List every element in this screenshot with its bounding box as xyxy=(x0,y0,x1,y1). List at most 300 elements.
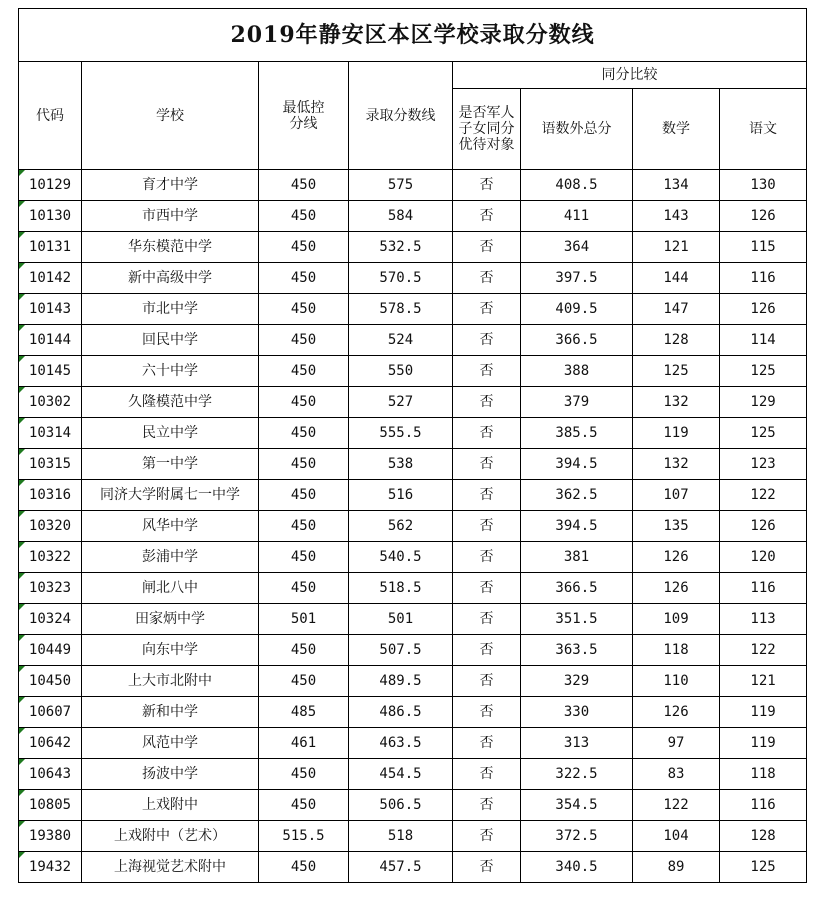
cell-code[interactable] xyxy=(19,573,82,604)
cell-code[interactable] xyxy=(19,542,82,573)
cell-admit-line[interactable] xyxy=(349,635,453,666)
cell-math[interactable] xyxy=(633,790,720,821)
cell-chinese-value: 115 xyxy=(750,239,776,255)
number-as-text-marker-icon xyxy=(19,418,25,424)
cell-military[interactable] xyxy=(453,294,521,325)
cell-chinese[interactable] xyxy=(720,356,807,387)
cell-math[interactable] xyxy=(633,263,720,294)
cell-code[interactable] xyxy=(19,201,82,232)
cell-military[interactable] xyxy=(453,821,521,852)
cell-chinese[interactable] xyxy=(720,418,807,449)
cell-military-value: 否 xyxy=(479,239,494,255)
cell-military[interactable] xyxy=(453,232,521,263)
cell-school-value: 上戏附中 xyxy=(142,797,198,813)
cell-military[interactable] xyxy=(453,759,521,790)
cell-total-value: 394.5 xyxy=(555,518,598,534)
cell-code[interactable] xyxy=(19,170,82,201)
table-row xyxy=(19,232,807,263)
cell-min-line-value: 450 xyxy=(290,580,317,596)
cell-chinese[interactable] xyxy=(720,759,807,790)
cell-school[interactable] xyxy=(82,759,259,790)
cell-min-line[interactable] xyxy=(259,728,349,759)
cell-chinese-value: 125 xyxy=(750,425,776,441)
cell-code[interactable] xyxy=(19,790,82,821)
cell-total-value: 372.5 xyxy=(555,828,598,844)
cell-military[interactable] xyxy=(453,356,521,387)
cell-admit-line[interactable] xyxy=(349,232,453,263)
cell-chinese[interactable] xyxy=(720,790,807,821)
cell-chinese-value: 120 xyxy=(750,549,776,565)
cell-chinese-value: 118 xyxy=(750,766,776,782)
cell-math[interactable] xyxy=(633,449,720,480)
cell-chinese-value: 119 xyxy=(750,704,776,720)
cell-code-value: 19380 xyxy=(28,828,72,844)
cell-math-value: 109 xyxy=(663,611,689,627)
cell-total[interactable] xyxy=(521,790,633,821)
cell-total-value: 362.5 xyxy=(555,487,598,503)
cell-math[interactable] xyxy=(633,294,720,325)
cell-code[interactable] xyxy=(19,294,82,325)
number-as-text-marker-icon xyxy=(19,635,25,641)
cell-school[interactable] xyxy=(82,852,259,883)
cell-chinese[interactable] xyxy=(720,387,807,418)
cell-admit-line-value: 507.5 xyxy=(379,642,422,658)
cell-military-value: 否 xyxy=(479,301,494,317)
cell-school[interactable] xyxy=(82,604,259,635)
cell-chinese[interactable] xyxy=(720,511,807,542)
cell-school-value: 民立中学 xyxy=(142,425,198,441)
cell-min-line[interactable] xyxy=(259,418,349,449)
cell-admit-line[interactable] xyxy=(349,480,453,511)
cell-military-value: 否 xyxy=(479,518,494,534)
number-as-text-marker-icon xyxy=(19,449,25,455)
cell-math-value: 118 xyxy=(663,642,689,658)
cell-code[interactable] xyxy=(19,325,82,356)
cell-military[interactable] xyxy=(453,387,521,418)
cell-military[interactable] xyxy=(453,201,521,232)
cell-min-line-value: 450 xyxy=(290,239,317,255)
cell-min-line[interactable] xyxy=(259,511,349,542)
table-body xyxy=(19,170,807,883)
cell-chinese[interactable] xyxy=(720,697,807,728)
cell-min-line[interactable] xyxy=(259,542,349,573)
cell-chinese-value: 114 xyxy=(750,332,776,348)
cell-min-line-value: 450 xyxy=(290,456,317,472)
cell-total[interactable] xyxy=(521,759,633,790)
cell-admit-line-value: 532.5 xyxy=(379,239,422,255)
cell-min-line[interactable] xyxy=(259,387,349,418)
cell-chinese-value: 123 xyxy=(750,456,776,472)
cell-min-line-value: 485 xyxy=(290,704,317,720)
cell-school[interactable] xyxy=(82,728,259,759)
cell-math[interactable] xyxy=(633,387,720,418)
cell-min-line[interactable] xyxy=(259,325,349,356)
cell-admit-line[interactable] xyxy=(349,852,453,883)
cell-total[interactable] xyxy=(521,728,633,759)
cell-total[interactable] xyxy=(521,418,633,449)
number-as-text-marker-icon xyxy=(19,356,25,362)
header-chinese: 语文 xyxy=(720,89,807,170)
cell-school[interactable] xyxy=(82,666,259,697)
cell-code-value: 10324 xyxy=(28,611,72,627)
cell-code[interactable] xyxy=(19,697,82,728)
cell-military-value: 否 xyxy=(479,394,494,410)
table-row xyxy=(19,697,807,728)
cell-total[interactable] xyxy=(521,821,633,852)
header-group-compare: 同分比较 xyxy=(453,62,807,89)
cell-math-value: 135 xyxy=(663,518,689,534)
cell-school[interactable] xyxy=(82,418,259,449)
cell-code-value: 10131 xyxy=(28,239,72,255)
cell-military-value: 否 xyxy=(479,766,494,782)
cell-code[interactable] xyxy=(19,511,82,542)
cell-chinese[interactable] xyxy=(720,294,807,325)
cell-school[interactable] xyxy=(82,387,259,418)
cell-school[interactable] xyxy=(82,573,259,604)
cell-chinese[interactable] xyxy=(720,604,807,635)
number-as-text-marker-icon xyxy=(19,697,25,703)
cell-code-value: 10449 xyxy=(28,642,72,658)
cell-code[interactable] xyxy=(19,449,82,480)
cell-total-value: 385.5 xyxy=(555,425,598,441)
cell-code-value: 10322 xyxy=(28,549,72,565)
cell-school[interactable] xyxy=(82,201,259,232)
cell-military-value: 否 xyxy=(479,611,494,627)
cell-code[interactable] xyxy=(19,821,82,852)
header-admit-line: 录取分数线 xyxy=(349,62,453,170)
cell-military-value: 否 xyxy=(479,270,494,286)
cell-min-line[interactable] xyxy=(259,294,349,325)
cell-chinese[interactable] xyxy=(720,542,807,573)
cell-math[interactable] xyxy=(633,759,720,790)
cell-chinese[interactable] xyxy=(720,325,807,356)
cell-military-value: 否 xyxy=(479,487,494,503)
cell-admit-line[interactable] xyxy=(349,294,453,325)
cell-admit-line[interactable] xyxy=(349,263,453,294)
cell-military[interactable] xyxy=(453,790,521,821)
cell-school[interactable] xyxy=(82,294,259,325)
cell-min-line[interactable] xyxy=(259,263,349,294)
cell-min-line[interactable] xyxy=(259,635,349,666)
cell-code[interactable] xyxy=(19,604,82,635)
cell-min-line[interactable] xyxy=(259,852,349,883)
cell-min-line[interactable] xyxy=(259,666,349,697)
cell-min-line[interactable] xyxy=(259,821,349,852)
cell-chinese-value: 122 xyxy=(750,487,776,503)
cell-admit-line[interactable] xyxy=(349,511,453,542)
cell-military[interactable] xyxy=(453,666,521,697)
cell-military-value: 否 xyxy=(479,704,494,720)
cell-min-line-value: 450 xyxy=(290,363,317,379)
cell-min-line-value: 450 xyxy=(290,487,317,503)
cell-min-line[interactable] xyxy=(259,480,349,511)
cell-school[interactable] xyxy=(82,170,259,201)
cell-school[interactable] xyxy=(82,480,259,511)
cell-min-line-value: 450 xyxy=(290,859,317,875)
cell-military[interactable] xyxy=(453,449,521,480)
cell-code-value: 10323 xyxy=(28,580,72,596)
cell-military[interactable] xyxy=(453,263,521,294)
cell-code-value: 10142 xyxy=(28,270,72,286)
cell-total[interactable] xyxy=(521,263,633,294)
cell-total[interactable] xyxy=(521,511,633,542)
cell-math-value: 147 xyxy=(663,301,689,317)
cell-admit-line[interactable] xyxy=(349,387,453,418)
table-row xyxy=(19,201,807,232)
cell-math[interactable] xyxy=(633,697,720,728)
cell-math[interactable] xyxy=(633,666,720,697)
cell-school[interactable] xyxy=(82,356,259,387)
number-as-text-marker-icon xyxy=(19,759,25,765)
cell-math[interactable] xyxy=(633,418,720,449)
cell-admit-line-value: 518.5 xyxy=(379,580,422,596)
cell-school[interactable] xyxy=(82,790,259,821)
cell-chinese-value: 116 xyxy=(750,580,776,596)
cell-total[interactable] xyxy=(521,201,633,232)
cell-military-value: 否 xyxy=(479,673,494,689)
cell-code-value: 19432 xyxy=(28,859,72,875)
number-as-text-marker-icon xyxy=(19,325,25,331)
cell-code[interactable] xyxy=(19,728,82,759)
cell-math-value: 143 xyxy=(663,208,689,224)
cell-total[interactable] xyxy=(521,852,633,883)
cell-school[interactable] xyxy=(82,542,259,573)
cell-chinese[interactable] xyxy=(720,635,807,666)
cell-code[interactable] xyxy=(19,635,82,666)
cell-school[interactable] xyxy=(82,449,259,480)
cell-school[interactable] xyxy=(82,511,259,542)
cell-chinese[interactable] xyxy=(720,728,807,759)
cell-admit-line-value: 570.5 xyxy=(379,270,422,286)
cell-total[interactable] xyxy=(521,542,633,573)
cell-code[interactable] xyxy=(19,387,82,418)
cell-math[interactable] xyxy=(633,511,720,542)
cell-admit-line-value: 538 xyxy=(387,456,414,472)
cell-total-value: 388 xyxy=(563,363,590,379)
cell-military-value: 否 xyxy=(479,797,494,813)
cell-school[interactable] xyxy=(82,635,259,666)
cell-military[interactable] xyxy=(453,542,521,573)
cell-chinese[interactable] xyxy=(720,263,807,294)
cell-chinese[interactable] xyxy=(720,449,807,480)
cell-math[interactable] xyxy=(633,635,720,666)
cell-admit-line[interactable] xyxy=(349,201,453,232)
cell-chinese[interactable] xyxy=(720,573,807,604)
cell-military[interactable] xyxy=(453,635,521,666)
cell-math[interactable] xyxy=(633,201,720,232)
cell-admit-line[interactable] xyxy=(349,418,453,449)
table-row xyxy=(19,728,807,759)
cell-total[interactable] xyxy=(521,666,633,697)
cell-total[interactable] xyxy=(521,294,633,325)
cell-chinese-value: 113 xyxy=(750,611,776,627)
cell-total[interactable] xyxy=(521,387,633,418)
header-military: 是否军人子女同分优待对象 xyxy=(453,89,521,170)
cell-admit-line[interactable] xyxy=(349,666,453,697)
cell-math[interactable] xyxy=(633,573,720,604)
cell-math[interactable] xyxy=(633,728,720,759)
cell-military[interactable] xyxy=(453,325,521,356)
cell-math-value: 134 xyxy=(663,177,689,193)
cell-chinese-value: 122 xyxy=(750,642,776,658)
cell-total[interactable] xyxy=(521,325,633,356)
cell-min-line[interactable] xyxy=(259,356,349,387)
cell-min-line-value: 450 xyxy=(290,208,317,224)
cell-admit-line-value: 584 xyxy=(387,208,414,224)
cell-military[interactable] xyxy=(453,480,521,511)
cell-total-value: 366.5 xyxy=(555,580,598,596)
cell-code[interactable] xyxy=(19,418,82,449)
cell-school[interactable] xyxy=(82,325,259,356)
cell-admit-line-value: 540.5 xyxy=(379,549,422,565)
cell-chinese[interactable] xyxy=(720,170,807,201)
cell-military[interactable] xyxy=(453,852,521,883)
cell-math-value: 104 xyxy=(663,828,689,844)
cell-military[interactable] xyxy=(453,604,521,635)
cell-school[interactable] xyxy=(82,697,259,728)
cell-school-value: 扬波中学 xyxy=(142,766,198,782)
cell-military[interactable] xyxy=(453,728,521,759)
cell-total[interactable] xyxy=(521,170,633,201)
cell-math[interactable] xyxy=(633,542,720,573)
cell-code[interactable] xyxy=(19,480,82,511)
cell-code[interactable] xyxy=(19,232,82,263)
cell-admit-line[interactable] xyxy=(349,604,453,635)
cell-school[interactable] xyxy=(82,232,259,263)
cell-admit-line[interactable] xyxy=(349,790,453,821)
cell-admit-line[interactable] xyxy=(349,728,453,759)
cell-min-line[interactable] xyxy=(259,449,349,480)
cell-military[interactable] xyxy=(453,418,521,449)
cell-chinese-value: 126 xyxy=(750,301,776,317)
cell-math[interactable] xyxy=(633,356,720,387)
table-row xyxy=(19,294,807,325)
cell-school[interactable] xyxy=(82,263,259,294)
cell-code-value: 10316 xyxy=(28,487,72,503)
cell-total[interactable] xyxy=(521,635,633,666)
cell-admit-line-value: 506.5 xyxy=(379,797,422,813)
cell-chinese-value: 125 xyxy=(750,363,776,379)
header-min-line: 最低控分线 xyxy=(259,62,349,170)
table-row xyxy=(19,759,807,790)
cell-min-line[interactable] xyxy=(259,759,349,790)
cell-school[interactable] xyxy=(82,821,259,852)
cell-total[interactable] xyxy=(521,480,633,511)
cell-total-value: 351.5 xyxy=(555,611,598,627)
cell-school-value: 回民中学 xyxy=(142,332,198,348)
cell-min-line-value: 450 xyxy=(290,642,317,658)
cell-total[interactable] xyxy=(521,573,633,604)
number-as-text-marker-icon xyxy=(19,201,25,207)
cell-military-value: 否 xyxy=(479,859,494,875)
cell-admit-line-value: 578.5 xyxy=(379,301,422,317)
cell-math-value: 121 xyxy=(663,239,689,255)
cell-military[interactable] xyxy=(453,697,521,728)
cell-math-value: 126 xyxy=(663,549,689,565)
cell-min-line-value: 450 xyxy=(290,177,317,193)
header-school: 学校 xyxy=(82,62,259,170)
cell-math[interactable] xyxy=(633,325,720,356)
cell-min-line[interactable] xyxy=(259,604,349,635)
cell-admit-line-value: 524 xyxy=(387,332,414,348)
cell-total-value: 409.5 xyxy=(555,301,598,317)
cell-chinese[interactable] xyxy=(720,666,807,697)
table-row xyxy=(19,449,807,480)
table-row xyxy=(19,821,807,852)
cell-admit-line[interactable] xyxy=(349,542,453,573)
cell-chinese[interactable] xyxy=(720,201,807,232)
cell-min-line[interactable] xyxy=(259,201,349,232)
cell-admit-line[interactable] xyxy=(349,573,453,604)
cell-code[interactable] xyxy=(19,759,82,790)
cell-code[interactable] xyxy=(19,263,82,294)
cell-military-value: 否 xyxy=(479,580,494,596)
cell-total[interactable] xyxy=(521,232,633,263)
cell-admit-line[interactable] xyxy=(349,170,453,201)
cell-total[interactable] xyxy=(521,449,633,480)
cell-min-line[interactable] xyxy=(259,573,349,604)
cell-math-value: 97 xyxy=(667,735,685,751)
cell-admit-line-value: 489.5 xyxy=(379,673,422,689)
cell-admit-line[interactable] xyxy=(349,821,453,852)
cell-math[interactable] xyxy=(633,170,720,201)
cell-chinese[interactable] xyxy=(720,821,807,852)
header-total: 语数外总分 xyxy=(521,89,633,170)
cell-min-line[interactable] xyxy=(259,170,349,201)
cell-math[interactable] xyxy=(633,852,720,883)
cell-military[interactable] xyxy=(453,170,521,201)
cell-min-line[interactable] xyxy=(259,232,349,263)
cell-code[interactable] xyxy=(19,356,82,387)
cell-admit-line[interactable] xyxy=(349,449,453,480)
cell-code[interactable] xyxy=(19,666,82,697)
cell-chinese[interactable] xyxy=(720,232,807,263)
cell-military-value: 否 xyxy=(479,208,494,224)
cell-code[interactable] xyxy=(19,852,82,883)
cell-total[interactable] xyxy=(521,604,633,635)
cell-math[interactable] xyxy=(633,604,720,635)
number-as-text-marker-icon xyxy=(19,170,25,176)
cell-min-line[interactable] xyxy=(259,790,349,821)
cell-admit-line[interactable] xyxy=(349,356,453,387)
cell-military[interactable] xyxy=(453,573,521,604)
cell-school-value: 育才中学 xyxy=(142,177,198,193)
cell-admit-line[interactable] xyxy=(349,759,453,790)
cell-chinese-value: 126 xyxy=(750,518,776,534)
cell-chinese[interactable] xyxy=(720,852,807,883)
cell-school-value: 华东模范中学 xyxy=(128,239,212,255)
cell-math[interactable] xyxy=(633,821,720,852)
cell-chinese[interactable] xyxy=(720,480,807,511)
cell-total-value: 411 xyxy=(563,208,590,224)
cell-admit-line[interactable] xyxy=(349,697,453,728)
cell-total[interactable] xyxy=(521,356,633,387)
cell-admit-line-value: 454.5 xyxy=(379,766,422,782)
table-row xyxy=(19,263,807,294)
cell-military-value: 否 xyxy=(479,549,494,565)
cell-total-value: 364 xyxy=(563,239,590,255)
cell-code-value: 10129 xyxy=(28,177,72,193)
cell-min-line[interactable] xyxy=(259,697,349,728)
cell-total-value: 322.5 xyxy=(555,766,598,782)
cell-military-value: 否 xyxy=(479,828,494,844)
cell-military[interactable] xyxy=(453,511,521,542)
cell-total[interactable] xyxy=(521,697,633,728)
cell-admit-line[interactable] xyxy=(349,325,453,356)
cell-math[interactable] xyxy=(633,232,720,263)
cell-math[interactable] xyxy=(633,480,720,511)
cell-chinese-value: 129 xyxy=(750,394,776,410)
